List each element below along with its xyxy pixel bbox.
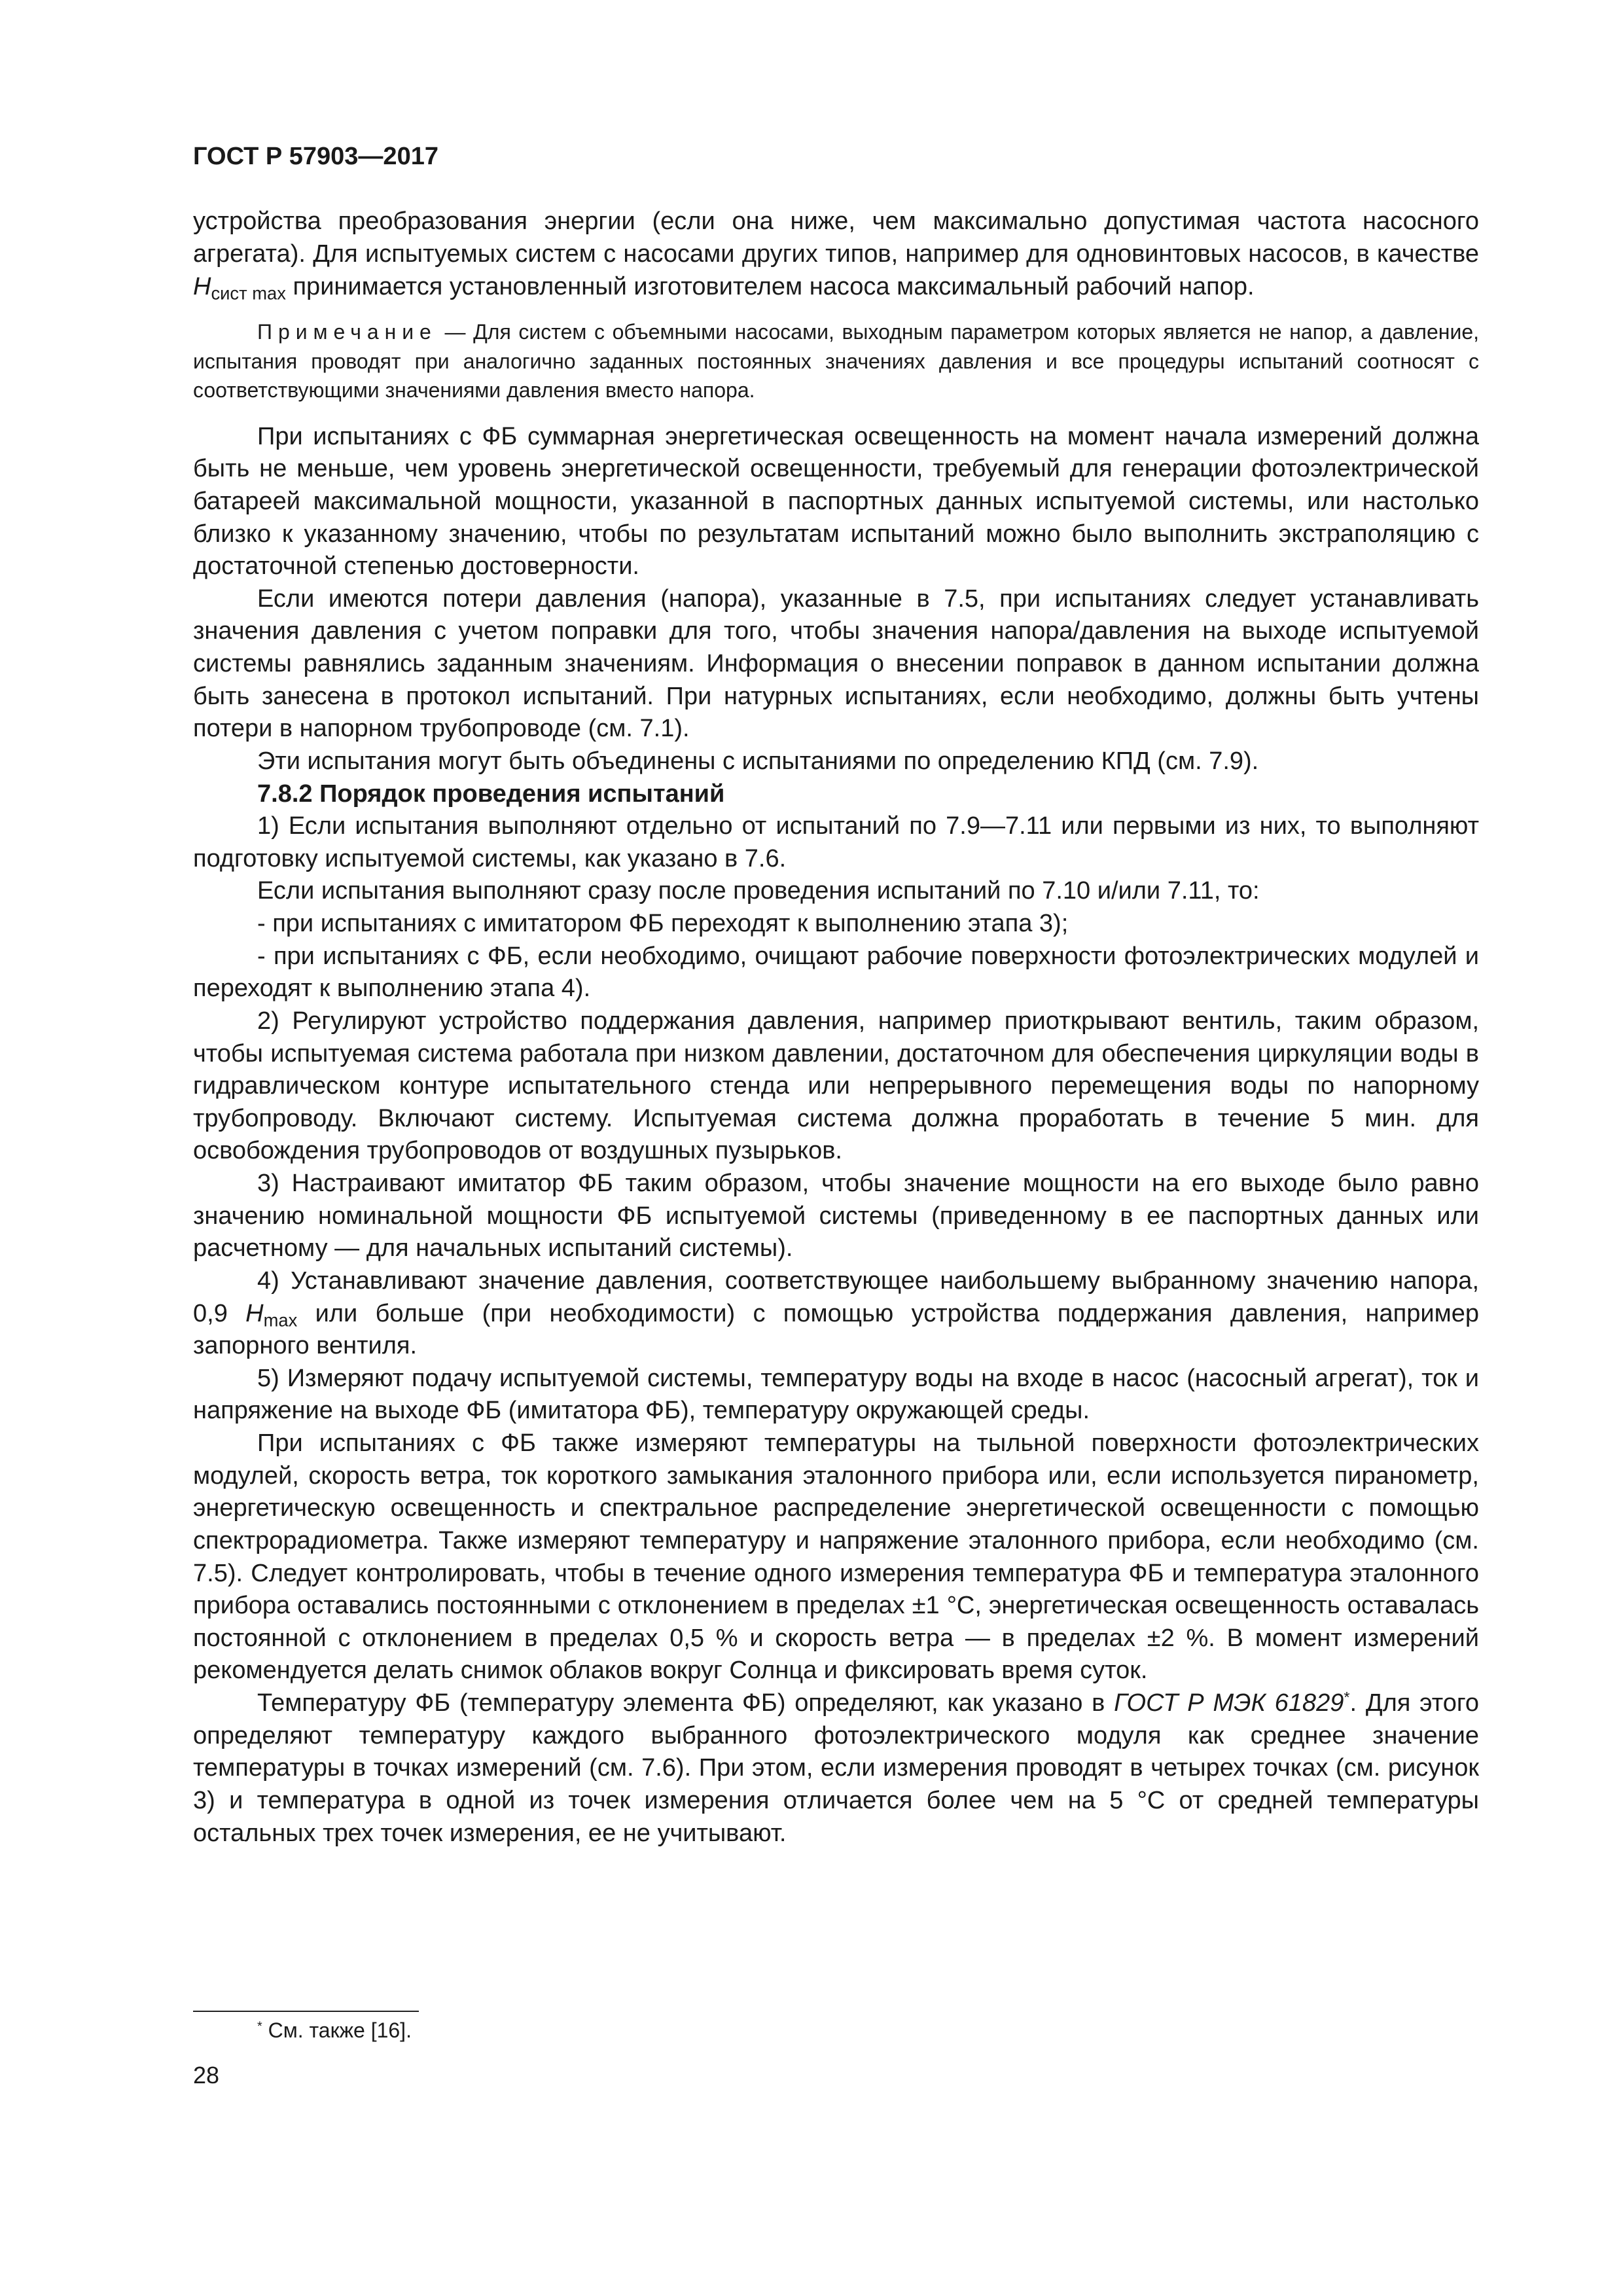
footnote-divider [193,2011,419,2012]
footnote-marker: * [1344,1689,1350,1706]
section-heading: 7.8.2 Порядок проведения испытаний [257,780,725,808]
note-label: Примечание [257,320,437,344]
symbol-subscript: max [263,1310,298,1331]
document-body [193,206,1479,1850]
step-5: 5) Измеряют подачу испытуемой системы, температуру воды на входе в насос (насосный агрегат), ток и напряжение на выходе ФБ (имитатора ФБ), температуру окружающей среды. [193,1364,1479,1425]
list-item: - при испытаниях с имитатором ФБ переходят к выполнению этапа 3); [257,910,1069,938]
page-number: 28 [193,2062,220,2089]
footnote-marker: * [257,2019,262,2034]
symbol-h: H [193,272,211,300]
paragraph-text: устройства преобразования энергии (если она ниже, чем максимально допустимая частота насосного агрегата). Для испытуемых систем с насосами других типов, например для одновинтовых насосов, в качестве [193,207,1479,268]
symbol-h: H [245,1299,264,1327]
paragraph-measurements: При испытаниях с ФБ также измеряют температуры на тыльной поверхности фотоэлектрических модулей, скорость ветра, ток короткого замыкания эталонного прибора или, если используется пиранометр, энергетическую освещенность и спектральное распределение энергетической освещенности с помощью спектрорадиометра. Также измеряют температуру и напряжение эталонного прибора, если необходимо (см. 7.5). Следует контролировать, чтобы в течение одного измерения температура ФБ и температура эталонного прибора оставались постоянными с отклонением в пределах ±1 °С, энергетическая освещенность оставалась постоянной с отклонением в пределах 0,5 % и скорость ветра — в пределах ±2 %. В момент измерений рекомендуется делать снимок облаков вокруг Солнца и фиксировать время суток. [193,1429,1479,1685]
step-2: 2) Регулируют устройство поддержания давления, например приоткрывают вентиль, таким образом, чтобы испытуемая система работала при низком давлении, достаточном для обеспечения циркуляции воды в гидравлическом контуре испытательного стенда или непрерывного перемещения воды по напорному трубопроводу. Включают систему. Испытуемая система должна проработать в течение 5 мин. для освобождения трубопроводов от воздушных пузырьков. [193,1007,1479,1165]
step-1-condition: Если испытания выполняют сразу после проведения испытаний по 7.10 и/или 7.11, то: [257,877,1260,905]
step-3: 3) Настраивают имитатор ФБ таким образом, чтобы значение мощности на его выходе было равно значению номинальной мощности ФБ испытуемой системы (приведенному в ее паспортных данных или расчетному — для начальных испытаний системы). [193,1170,1479,1263]
footnote-text: См. также [16]. [262,2018,412,2042]
symbol-subscript: сист max [211,283,286,304]
footnote [257,2017,412,2045]
document-header: ГОСТ Р 57903—2017 [193,143,438,170]
paragraph-temperature [193,1687,1479,1850]
paragraph-text: 4) Устанавливают значение давления, соответствующее наибольшему выбранному значению напора, 0,9 [193,1266,1479,1327]
paragraph-irradiance: При испытаниях с ФБ суммарная энергетическая освещенность на момент начала измерений должна быть не меньше, чем уровень энергетической освещенности, требуемый для генерации фотоэлектрической батареей максимальной мощности, указанной в паспортных данных испытуемой системы, или настолько близко к указанному значению, чтобы по результатам испытаний можно было выполнить экстраполяцию с достаточной степенью достоверности. [193,422,1479,581]
paragraph-text: . Для этого определяют температуру каждого выбранного фотоэлектрического модуля как среднее значение температуры в точках измерений (см. 7.6). При этом, если измерения проводят в четырех точках (см. рисунок 3) и температура в одной из точек измерения отличается более чем на 5 °С от средней температуры остальных трех точек измерения, ее не учитывают. [193,1689,1479,1847]
step-1: 1) Если испытания выполняют отдельно от испытаний по 7.9—7.11 или первыми из них, то выполняют подготовку испытуемой системы, как указано в 7.6. [193,812,1479,872]
standard-reference: ГОСТ Р МЭК 61829 [1114,1689,1344,1717]
note-text: — Для систем с объемными насосами, выходным параметром которых является не напор, а давление, испытания проводят при аналогично заданных постоянных значениях давления и все процедуры испытаний соотносят с соответствующими значениями давления вместо напора. [193,320,1479,403]
step-4 [193,1265,1479,1363]
paragraph-continued [193,206,1479,303]
paragraph-text: Температуру ФБ (температуру элемента ФБ) определяют, как указано в [257,1689,1115,1717]
note-block [193,317,1479,404]
paragraph-text: принимается установленный изготовителем насоса максимальный рабочий напор. [285,272,1255,300]
paragraph-pressure-loss: Если имеются потери давления (напора), указанные в 7.5, при испытаниях следует устанавливать значения давления с учетом поправки для того, чтобы значения напора/давления на выходе испытуемой системы равнялись заданным значениям. Информация о внесении поправок в данном испытании должна быть занесена в протокол испытаний. При натурных испытаниях, если необходимо, должны быть учтены потери в напорном трубопроводе (см. 7.1). [193,584,1479,743]
paragraph-combined-tests: Эти испытания могут быть объединены с испытаниями по определению КПД (см. 7.9). [257,747,1259,775]
paragraph-text: или больше (при необходимости) с помощью устройства поддержания давления, например запорного вентиля. [193,1299,1479,1360]
list-item: - при испытаниях с ФБ, если необходимо, очищают рабочие поверхности фотоэлектрических модулей и переходят к выполнению этапа 4). [193,942,1479,1003]
document-page [193,141,1479,1850]
